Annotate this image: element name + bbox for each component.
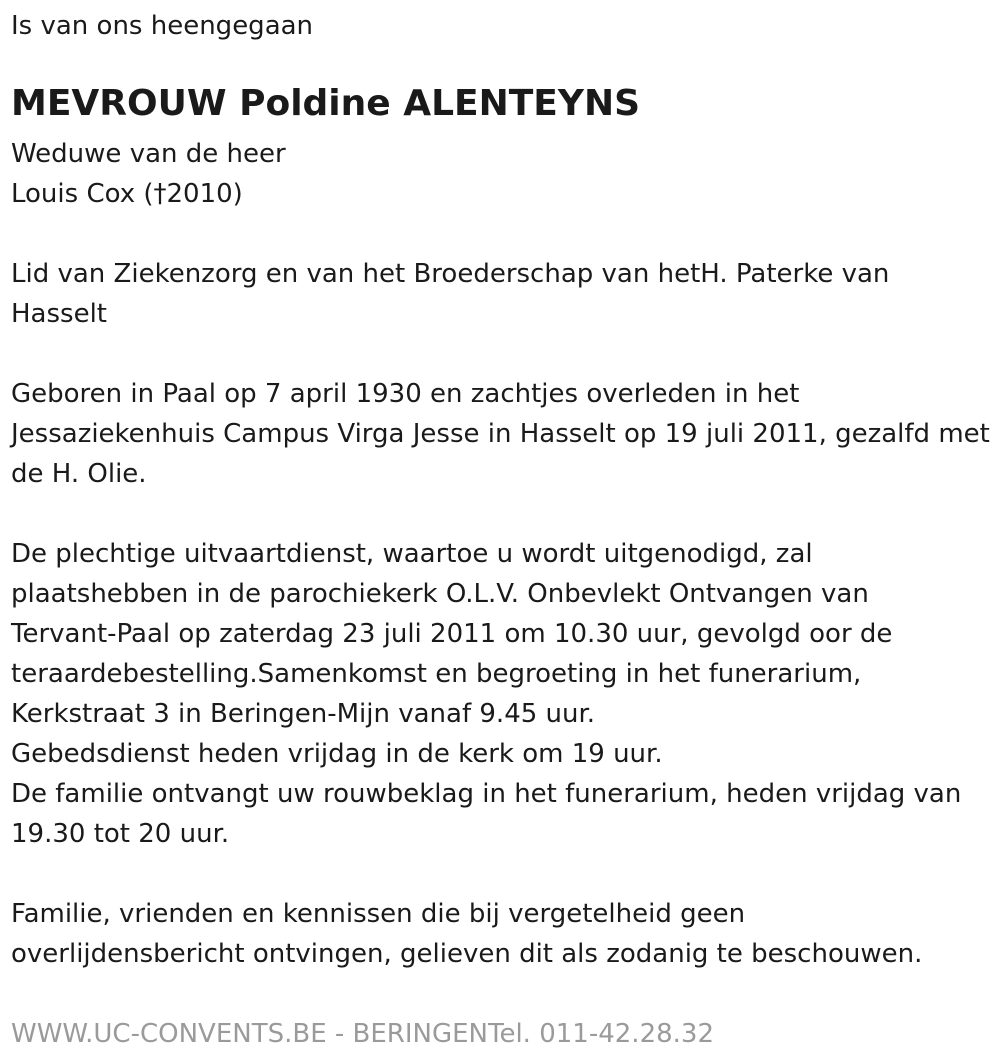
family-notice-paragraph xyxy=(11,894,991,974)
birth-death-line: de H. Olie. xyxy=(11,459,147,489)
service-line: plaatshebben in de parochiekerk O.L.V. Onbevlekt Ontvangen van xyxy=(11,579,869,609)
service-line: Gebedsdienst heden vrijdag in de kerk om 19 uur. xyxy=(11,739,663,769)
service-line: 19.30 tot 20 uur. xyxy=(11,819,230,849)
widow-line: Weduwe van de heer xyxy=(11,139,286,169)
service-line: Tervant-Paal op zaterdag 23 juli 2011 om 10.30 uur, gevolgd oor de xyxy=(11,619,893,649)
membership-line: Hasselt xyxy=(11,299,107,329)
service-paragraph xyxy=(11,534,991,854)
service-line: teraardebestelling.Samenkomst en begroeting in het funerarium, xyxy=(11,659,862,689)
widow-paragraph xyxy=(11,134,991,214)
membership-line: Lid van Ziekenzorg en van het Broederschap van hetH. Paterke van xyxy=(11,259,890,289)
service-line: Kerkstraat 3 in Beringen-Mijn vanaf 9.45 uur. xyxy=(11,699,596,729)
membership-paragraph xyxy=(11,254,991,334)
intro-text: Is van ons heengegaan xyxy=(11,11,314,41)
birth-death-line: Jessaziekenhuis Campus Virga Jesse in Hasselt op 19 juli 2011, gezalfd met xyxy=(11,419,990,449)
family-notice-line: overlijdensbericht ontvingen, gelieven dit als zodanig te beschouwen. xyxy=(11,939,923,969)
deceased-name: MEVROUW Poldine ALENTEYNS xyxy=(11,83,641,124)
birth-death-line: Geboren in Paal op 7 april 1930 en zachtjes overleden in het xyxy=(11,379,800,409)
birth-death-paragraph xyxy=(11,374,991,494)
service-line: De plechtige uitvaartdienst, waartoe u wordt uitgenodigd, zal xyxy=(11,539,813,569)
footer-contact: WWW.UC-CONVENTS.BE - BERINGENTel. 011-42.28.32 xyxy=(11,1019,715,1049)
service-line: De familie ontvangt uw rouwbeklag in het funerarium, heden vrijdag van xyxy=(11,779,962,809)
widow-line: Louis Cox (†2010) xyxy=(11,179,243,209)
family-notice-line: Familie, vrienden en kennissen die bij vergetelheid geen xyxy=(11,899,746,929)
